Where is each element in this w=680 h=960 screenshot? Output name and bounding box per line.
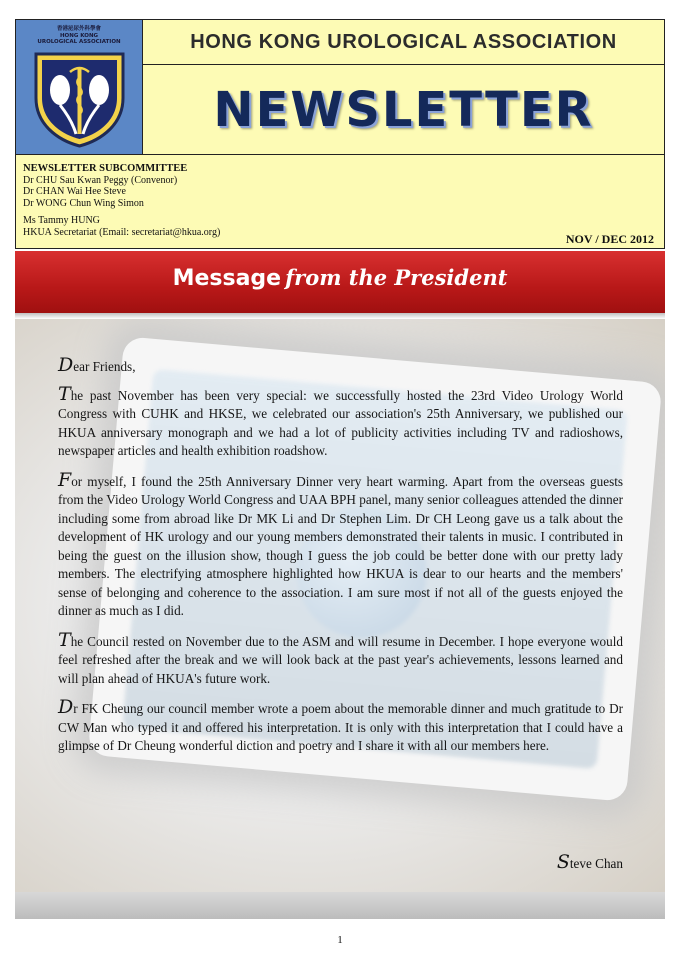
president-letter (58, 354, 623, 768)
paragraph-text: he Council rested on November due to the ASM and will resume in December. I hope everyone would feel refreshed after the break and we will look back at the past year's achievements, lessons learned and will plan ahead of HKUA's future work. (58, 633, 623, 686)
signature (556, 851, 623, 873)
letter-paragraph (58, 696, 623, 756)
paragraph-text: r FK Cheung our council member wrote a poem about the memorable dinner and much gratitude to Dr CW Man who typed it and offered his interpretation. It is only with this interpretation that I could have a glimpse of Dr Cheung wonderful diction and poetry and I share it with all our members here. (58, 701, 623, 753)
signature-initial: S (556, 851, 570, 873)
masthead (15, 19, 665, 249)
banner-title-rest: from the President (285, 265, 508, 290)
newsletter-title: NEWSLETTER (213, 81, 594, 138)
logo-lettering: 香港泌尿外科學會 HONG KONG UROLOGICAL ASSOCIATION (37, 26, 121, 45)
banner-title (15, 265, 665, 291)
letter-paragraph (58, 468, 623, 621)
association-name-cell (143, 20, 664, 65)
letter-paragraph (58, 382, 623, 461)
committee-member: Dr CHAN Wai Hee Steve (23, 186, 126, 197)
salutation-text: ear Friends, (73, 359, 136, 374)
subcommittee-heading: NEWSLETTER SUBCOMMITTEE (23, 163, 188, 174)
newsletter-title-cell (143, 65, 664, 155)
issue-date: NOV / DEC 2012 (565, 232, 654, 246)
letter-paragraph (58, 628, 623, 689)
subcommittee-list (23, 163, 220, 238)
initial-letter: D (58, 354, 74, 376)
page-number: 1 (337, 934, 343, 946)
initial-letter: F (58, 468, 72, 491)
initial-letter: T (58, 628, 71, 651)
initial-letter: T (58, 382, 71, 405)
secretariat-contact: HKUA Secretariat (Email: secretariat@hkua.org) (23, 226, 221, 238)
salutation (58, 354, 623, 377)
footer-bar (15, 892, 665, 919)
banner-title-word: Message (172, 266, 282, 291)
association-logo (16, 20, 143, 155)
paragraph-text: or myself, I found the 25th Anniversary Dinner very heart warming. Apart from the overseas guests from the Video Urology World Congress and UAA BPH panel, many senior colleagues attended the dinner including some from abroad like Dr MK Li and Dr Stephen Lim. Dr CH Leong gave us a talk about the development of HK urology and our young members demonstrated their talents in music. I contributed in being the guest on the illusion show, though I guess the job could be better done with our pretty lady members. The electrifying atmosphere highlighted how HKUA is dear to our hearts and the members' sense of belonging and coherence to the association. I am sure most if not all of the guests enjoyed the dinner as much as I did. (58, 473, 623, 618)
committee-member: Dr WONG Chun Wing Simon (23, 197, 144, 209)
committee-member: Dr CHU Sau Kwan Peggy (Convenor) (23, 174, 178, 186)
secretariat-name: Ms Tammy HUNG (23, 215, 100, 226)
shield-icon (32, 50, 127, 148)
signature-text: teve Chan (569, 856, 623, 871)
section-banner (15, 251, 665, 313)
initial-letter: D (58, 696, 74, 718)
paragraph-text: he past November has been very special: we successfully hosted the 23rd Video Urology World Congress with CUHK and HKSE, we celebrated our association's 25th Anniversary, we published our HKUA anniversary monograph and we had a lot of publicity activities including TV and radioshows, newspaper articles and health exhibition roadshow. (58, 387, 623, 458)
association-name: HONG KONG UROLOGICAL ASSOCIATION (190, 30, 617, 53)
